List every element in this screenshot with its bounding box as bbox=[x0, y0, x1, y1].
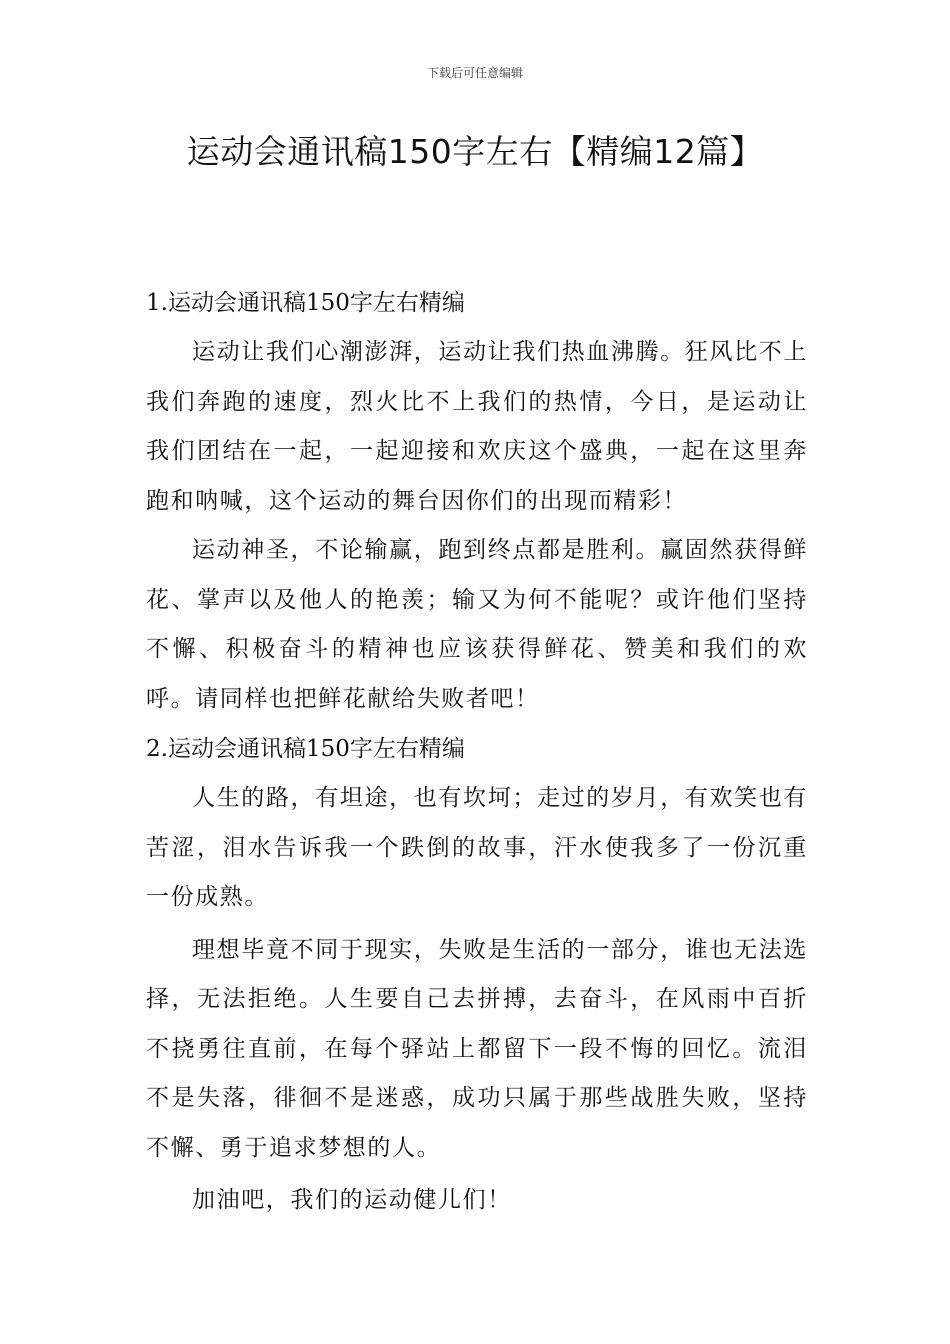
paragraph: 理想毕竟不同于现实，失败是生活的一部分，谁也无法选择，无法拒绝。人生要自己去拼搏，去奋斗，在风雨中百折不挠勇往直前，在每个驿站上都留下一段不悔的回忆。流泪不是失落，徘徊不是迷惑，成功只属于那些战胜失败，坚持不懈、勇于追求梦想的人。 bbox=[146, 936, 808, 1161]
section-1 bbox=[146, 278, 808, 724]
section-heading: 1.运动会通讯稿150字左右精编 bbox=[146, 290, 465, 316]
section-heading: 2.运动会通讯稿150字左右精编 bbox=[146, 736, 465, 762]
paragraph: 加油吧，我们的运动健儿们！ bbox=[192, 1187, 512, 1213]
section-2 bbox=[146, 724, 808, 1226]
paragraph: 运动让我们心潮澎湃，运动让我们热血沸腾。狂风比不上我们奔跑的速度，烈火比不上我们的热情，今日，是运动让我们团结在一起，一起迎接和欢庆这个盛典，一起在这里奔跑和呐喊，这个运动的舞台因你们的出现而精彩！ bbox=[146, 339, 808, 514]
paragraph: 人生的路，有坦途，也有坎坷；走过的岁月，有欢笑也有苦涩，泪水告诉我一个跌倒的故事，汗水使我多了一份沉重一份成熟。 bbox=[146, 785, 808, 910]
page-header-note: 下载后可任意编辑 bbox=[426, 66, 523, 80]
document-body bbox=[146, 278, 808, 1226]
paragraph: 运动神圣，不论输赢，跑到终点都是胜利。赢固然获得鲜花、掌声以及他人的艳羡；输又为何不能呢？或许他们坚持不懈、积极奋斗的精神也应该获得鲜花、赞美和我们的欢呼。请同样也把鲜花献给失败者吧！ bbox=[146, 537, 808, 712]
page-title: 运动会通讯稿150字左右【精编12篇】 bbox=[186, 132, 764, 171]
